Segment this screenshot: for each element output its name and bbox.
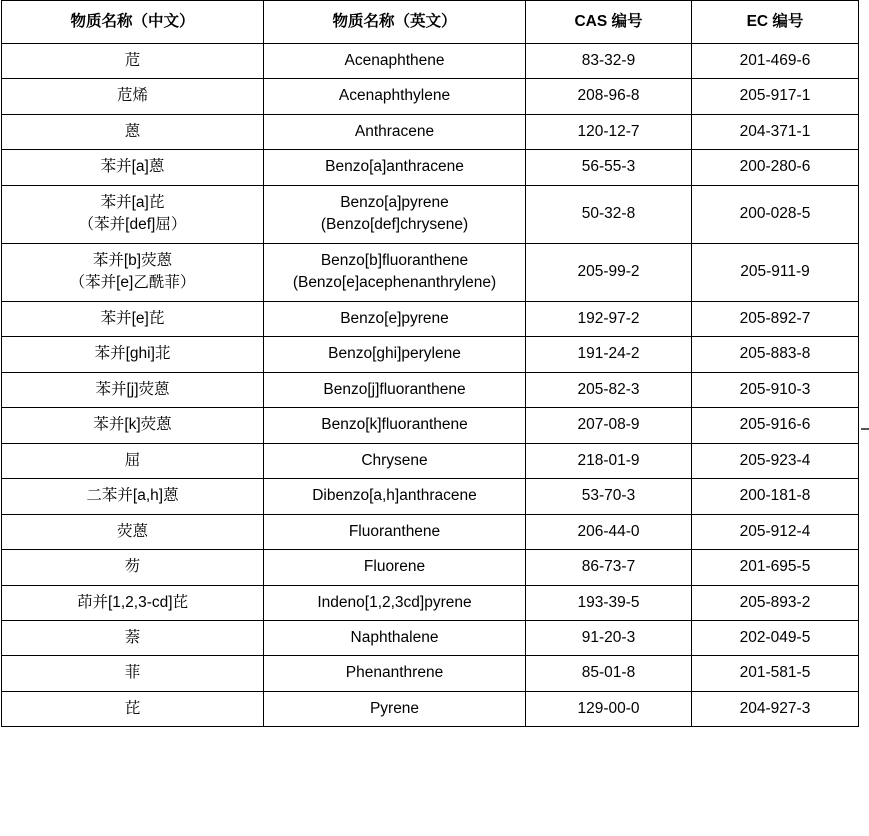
cell-ec-number: 205-917-1	[692, 79, 859, 114]
cell-name-cn	[2, 691, 264, 726]
column-header-ec: EC 编号	[692, 1, 859, 44]
cell-line: 苯并[a]蒽	[100, 158, 165, 176]
page-edge-mark	[861, 428, 869, 430]
cell-name-cn	[2, 114, 264, 149]
cell-name-cn	[2, 550, 264, 585]
column-header-name-cn: 物质名称（中文）	[2, 1, 264, 44]
cell-name-cn	[2, 585, 264, 620]
cell-cas-number: 91-20-3	[526, 620, 692, 655]
cell-name-en	[264, 408, 526, 443]
cell-cas-number: 191-24-2	[526, 337, 692, 372]
cell-ec-number: 205-910-3	[692, 372, 859, 407]
table-row	[2, 301, 859, 336]
cell-ec-number: 205-893-2	[692, 585, 859, 620]
table-row	[2, 372, 859, 407]
table-row	[2, 585, 859, 620]
table-row	[2, 79, 859, 114]
cell-cas-number: 50-32-8	[526, 185, 692, 243]
cell-cas-number: 206-44-0	[526, 514, 692, 549]
table-row	[2, 243, 859, 301]
cell-name-cn	[2, 620, 264, 655]
cell-line: Indeno[1,2,3cd]pyrene	[317, 593, 472, 611]
table-row	[2, 44, 859, 79]
cell-cas-number: 86-73-7	[526, 550, 692, 585]
cell-ec-number: 205-911-9	[692, 243, 859, 301]
cell-name-en	[264, 514, 526, 549]
cell-line: Benzo[a]anthracene	[325, 158, 464, 176]
cell-line: Phenanthrene	[345, 664, 444, 682]
cell-line: Naphthalene	[350, 628, 439, 646]
column-header-name-en: 物质名称（英文）	[264, 1, 526, 44]
cell-ec-number: 205-923-4	[692, 443, 859, 478]
cell-line: 荧蒽	[116, 522, 148, 540]
cell-name-en	[264, 479, 526, 514]
table-row	[2, 150, 859, 185]
cell-name-en	[264, 585, 526, 620]
cell-line: Benzo[b]fluoranthene	[320, 251, 469, 269]
cell-cas-number: 85-01-8	[526, 656, 692, 691]
table-row	[2, 479, 859, 514]
cell-line: 茚并[1,2,3-cd]芘	[76, 593, 189, 611]
cell-line: Fluorene	[363, 558, 426, 576]
column-header-cas: CAS 编号	[526, 1, 692, 44]
cell-name-cn	[2, 150, 264, 185]
cell-line: （苯并[def]屈）	[78, 216, 187, 234]
cell-cas-number: 218-01-9	[526, 443, 692, 478]
cell-line: 苊	[124, 52, 141, 69]
table-row	[2, 408, 859, 443]
cell-cas-number: 53-70-3	[526, 479, 692, 514]
cell-name-en	[264, 337, 526, 372]
cell-line: 苯并[b]荧蒽	[92, 251, 173, 269]
cell-name-en	[264, 243, 526, 301]
cell-ec-number: 205-883-8	[692, 337, 859, 372]
cell-name-cn	[2, 479, 264, 514]
cell-name-en	[264, 372, 526, 407]
cell-cas-number: 193-39-5	[526, 585, 692, 620]
table-row	[2, 114, 859, 149]
cell-ec-number: 201-695-5	[692, 550, 859, 585]
cell-line: 苯并[ghi]苝	[94, 345, 171, 363]
cell-line: Benzo[e]pyrene	[340, 309, 449, 327]
cell-line: 二苯并[a,h]蒽	[86, 487, 179, 505]
table-header-row	[2, 1, 859, 44]
cell-name-cn	[2, 337, 264, 372]
cell-name-cn	[2, 79, 264, 114]
cell-name-cn	[2, 243, 264, 301]
table-row	[2, 656, 859, 691]
table-row	[2, 337, 859, 372]
table-header	[2, 1, 859, 44]
cell-line: Chrysene	[361, 451, 428, 469]
cell-ec-number: 200-181-8	[692, 479, 859, 514]
cell-cas-number: 83-32-9	[526, 44, 692, 79]
cell-ec-number: 204-927-3	[692, 691, 859, 726]
cell-cas-number: 205-99-2	[526, 243, 692, 301]
cell-line: 芘	[124, 699, 141, 717]
table-body	[2, 44, 859, 727]
cell-name-cn	[2, 301, 264, 336]
cell-cas-number: 192-97-2	[526, 301, 692, 336]
cell-cas-number: 205-82-3	[526, 372, 692, 407]
cell-cas-number: 129-00-0	[526, 691, 692, 726]
substance-table	[1, 0, 859, 727]
cell-name-cn	[2, 443, 264, 478]
cell-name-en	[264, 185, 526, 243]
cell-line: Acenaphthylene	[338, 87, 451, 105]
cell-cas-number: 56-55-3	[526, 150, 692, 185]
cell-name-en	[264, 114, 526, 149]
table-row	[2, 620, 859, 655]
cell-name-en	[264, 79, 526, 114]
cell-line: (Benzo[e]acephenanthrylene)	[292, 274, 497, 292]
cell-line: 屈	[124, 451, 141, 469]
cell-name-en	[264, 656, 526, 691]
cell-line: 苯并[a]芘	[100, 193, 165, 211]
cell-line: 苯并[k]荧蒽	[93, 416, 172, 434]
cell-name-cn	[2, 185, 264, 243]
cell-line: 苯并[j]荧蒽	[95, 380, 170, 398]
cell-ec-number: 204-371-1	[692, 114, 859, 149]
cell-name-en	[264, 150, 526, 185]
cell-line: 蒽	[124, 122, 141, 140]
cell-line: Benzo[a]pyrene	[340, 193, 449, 211]
cell-name-cn	[2, 372, 264, 407]
cell-line: (Benzo[def]chrysene)	[320, 216, 469, 234]
cell-line: Acenaphthene	[344, 52, 445, 69]
table-row	[2, 550, 859, 585]
cell-line: Benzo[k]fluoranthene	[321, 416, 468, 434]
cell-line: 苯并[e]芘	[100, 309, 165, 327]
cell-name-cn	[2, 514, 264, 549]
cell-ec-number: 205-916-6	[692, 408, 859, 443]
cell-line: Benzo[ghi]perylene	[328, 345, 461, 363]
cell-ec-number: 205-892-7	[692, 301, 859, 336]
cell-cas-number: 208-96-8	[526, 79, 692, 114]
cell-ec-number: 201-581-5	[692, 656, 859, 691]
cell-line: Anthracene	[354, 122, 435, 140]
table-row	[2, 185, 859, 243]
cell-line: Fluoranthene	[348, 522, 441, 540]
cell-cas-number: 207-08-9	[526, 408, 692, 443]
cell-cas-number: 120-12-7	[526, 114, 692, 149]
table-row	[2, 443, 859, 478]
cell-ec-number: 201-469-6	[692, 44, 859, 79]
cell-line: 萘	[124, 628, 141, 646]
cell-name-cn	[2, 408, 264, 443]
cell-line: 菲	[124, 664, 141, 682]
cell-name-en	[264, 443, 526, 478]
cell-name-cn	[2, 656, 264, 691]
cell-line: 苊烯	[116, 87, 148, 105]
cell-ec-number: 200-028-5	[692, 185, 859, 243]
cell-name-en	[264, 691, 526, 726]
cell-name-en	[264, 44, 526, 79]
cell-name-en	[264, 550, 526, 585]
cell-line: Dibenzo[a,h]anthracene	[312, 487, 477, 505]
cell-line: Benzo[j]fluoranthene	[323, 380, 466, 398]
table-row	[2, 514, 859, 549]
cell-name-en	[264, 301, 526, 336]
cell-ec-number: 202-049-5	[692, 620, 859, 655]
cell-line: （苯并[e]乙酰菲）	[69, 274, 196, 292]
cell-line: 芴	[124, 558, 141, 576]
cell-name-en	[264, 620, 526, 655]
table-row	[2, 691, 859, 726]
cell-line: Pyrene	[369, 699, 420, 717]
cell-ec-number: 200-280-6	[692, 150, 859, 185]
cell-ec-number: 205-912-4	[692, 514, 859, 549]
cell-name-cn	[2, 44, 264, 79]
